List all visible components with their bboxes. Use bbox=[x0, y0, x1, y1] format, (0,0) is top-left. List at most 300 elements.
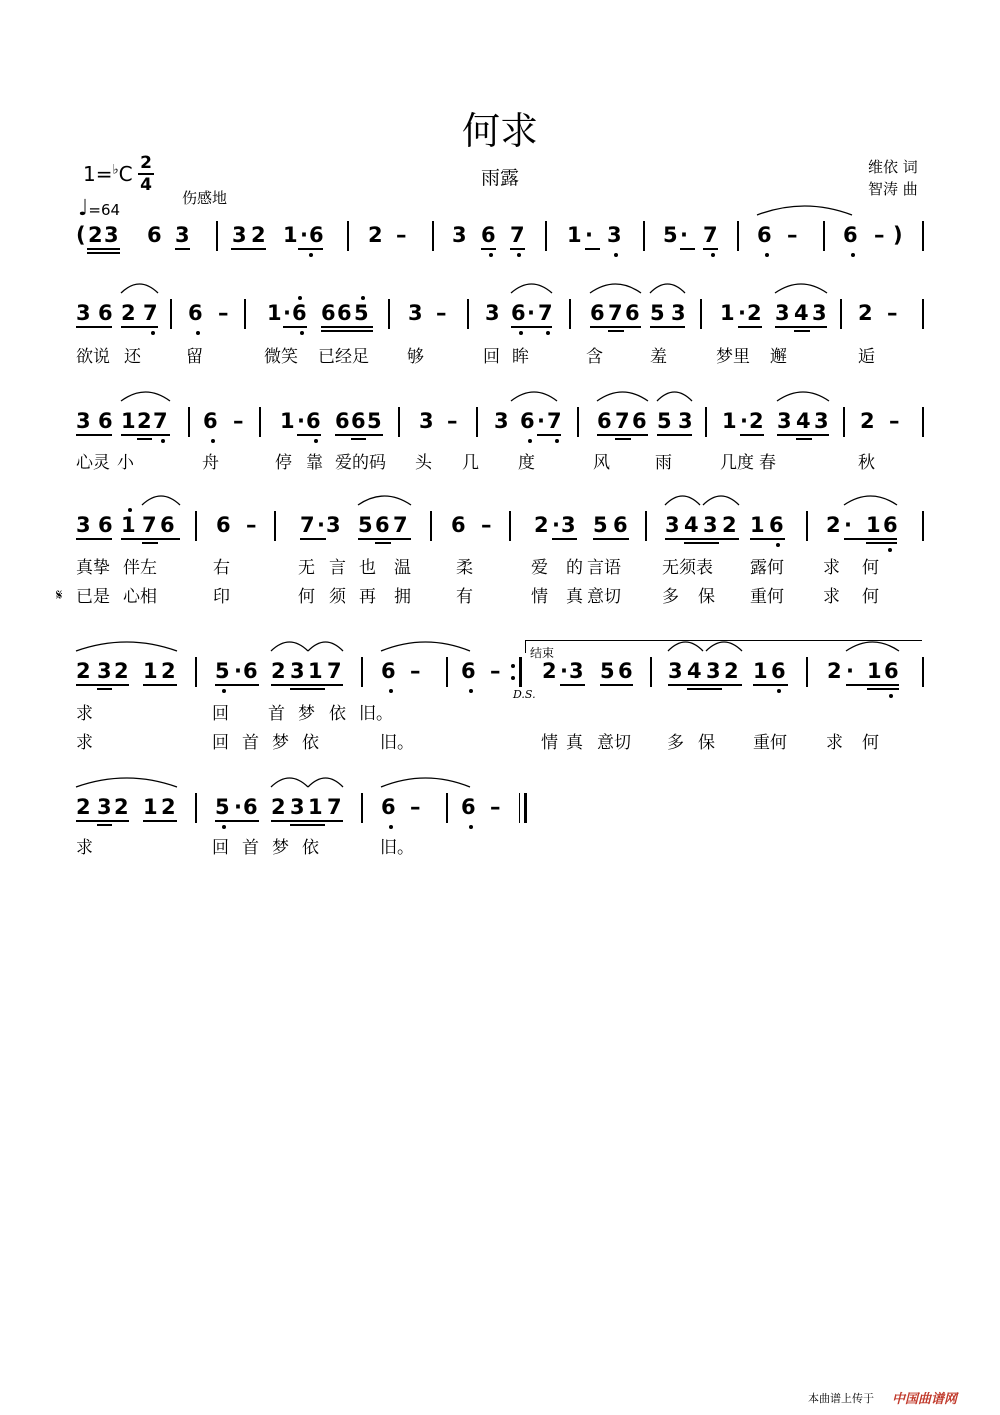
note: 6 bbox=[590, 301, 605, 325]
repeat-dot bbox=[511, 676, 515, 680]
barline bbox=[645, 511, 647, 541]
low-octave-dot bbox=[222, 825, 226, 829]
slur bbox=[76, 775, 177, 789]
flat-sign: ♭ bbox=[112, 162, 119, 178]
lyric-verse-1: 的 bbox=[566, 558, 583, 578]
note: 3 bbox=[703, 513, 718, 537]
lyric-verse-2: 已是 bbox=[76, 587, 110, 607]
barline bbox=[361, 657, 363, 687]
lyric-verse-2: 求 bbox=[76, 733, 93, 753]
lyric-verse-1: 柔 bbox=[456, 558, 473, 578]
low-octave-dot bbox=[517, 253, 521, 257]
note: 3 bbox=[494, 409, 509, 433]
beam-underline bbox=[777, 434, 829, 436]
beam-underline bbox=[76, 434, 112, 436]
note: 3 bbox=[671, 301, 686, 325]
slur bbox=[657, 389, 692, 403]
note: 2 bbox=[368, 223, 383, 247]
beam-underline bbox=[740, 434, 764, 436]
note: 2 bbox=[542, 659, 557, 683]
barline bbox=[806, 511, 808, 541]
beam-underline bbox=[552, 538, 577, 540]
note: 1 bbox=[280, 409, 295, 433]
lyric-verse-2: 何 bbox=[862, 733, 879, 753]
repeat-dot bbox=[511, 664, 515, 668]
note: – bbox=[410, 659, 421, 683]
lyric-verse-1: 回 bbox=[212, 838, 229, 858]
barline bbox=[467, 299, 469, 329]
lyric-verse-1: 首 bbox=[268, 704, 285, 724]
note: 7 bbox=[153, 409, 168, 433]
note: 5 bbox=[663, 223, 678, 247]
note: 6 bbox=[188, 301, 203, 325]
note: · bbox=[234, 659, 242, 683]
slur bbox=[844, 493, 897, 507]
beam-underline bbox=[283, 326, 307, 328]
high-octave-dot bbox=[361, 296, 365, 300]
note: 1 bbox=[143, 795, 158, 819]
barline bbox=[823, 221, 825, 251]
note: 5 bbox=[354, 301, 369, 325]
note: · bbox=[527, 301, 535, 325]
lyric-verse-1: 右 bbox=[213, 558, 230, 578]
note: 6 bbox=[147, 223, 162, 247]
note: – bbox=[481, 513, 492, 537]
lyric-verse-1: 首 bbox=[242, 838, 259, 858]
note: 7 bbox=[510, 223, 525, 247]
barline bbox=[446, 793, 448, 823]
note: 6 bbox=[306, 409, 321, 433]
lyric-verse-2: 依 bbox=[302, 733, 319, 753]
lyric-verse-2: 重何 bbox=[753, 733, 787, 753]
barline bbox=[170, 299, 172, 329]
lyric-verse-2: 求 bbox=[823, 587, 840, 607]
note: 3 bbox=[104, 223, 119, 247]
note: 2 bbox=[76, 795, 91, 819]
note: 6 bbox=[451, 513, 466, 537]
note: 1 bbox=[121, 513, 136, 537]
slur bbox=[121, 281, 158, 295]
beam-underline bbox=[121, 326, 158, 328]
low-octave-dot bbox=[889, 694, 893, 698]
note: 3 bbox=[76, 409, 91, 433]
note: 7 bbox=[393, 513, 408, 537]
lyric-verse-2: 首 bbox=[242, 733, 259, 753]
note: 3 bbox=[814, 409, 829, 433]
beam-underline bbox=[290, 688, 325, 690]
site-logo: 中国曲谱网 bbox=[892, 1392, 958, 1407]
beam-underline bbox=[76, 326, 112, 328]
barline bbox=[922, 511, 924, 541]
note: 3 bbox=[775, 301, 790, 325]
lyric-verse-1: 邂 bbox=[770, 347, 787, 367]
low-octave-dot bbox=[489, 253, 493, 257]
note: 2 bbox=[76, 659, 91, 683]
beam-underline bbox=[121, 538, 180, 540]
beam-underline bbox=[351, 438, 366, 440]
slur bbox=[590, 281, 641, 295]
barline bbox=[569, 299, 571, 329]
lyric-verse-1: 小 bbox=[117, 453, 134, 473]
lyric-verse-2: 情 bbox=[531, 587, 548, 607]
note: 1 bbox=[283, 223, 298, 247]
note: 7 bbox=[142, 513, 157, 537]
lyric-verse-1: 头 bbox=[415, 453, 432, 473]
note: 2 bbox=[271, 795, 286, 819]
lyric-verse-2: 拥 bbox=[394, 587, 411, 607]
beam-underline bbox=[846, 684, 899, 686]
note: – bbox=[889, 409, 900, 433]
barline bbox=[446, 657, 448, 687]
beam-underline bbox=[76, 684, 129, 686]
note: 3 bbox=[419, 409, 434, 433]
lyric-verse-1: 度 bbox=[518, 453, 535, 473]
note: 6 bbox=[375, 513, 390, 537]
lyric-verse-1: 几 bbox=[462, 453, 479, 473]
beam-underline bbox=[796, 438, 812, 440]
note: 6 bbox=[160, 513, 175, 537]
note: 6 bbox=[98, 301, 113, 325]
note: 2 bbox=[749, 409, 764, 433]
note: 2 bbox=[826, 513, 841, 537]
slur bbox=[665, 493, 700, 507]
beam-underline bbox=[775, 326, 827, 328]
lyric-verse-2: 求 bbox=[826, 733, 843, 753]
lyric-verse-1: 露何 bbox=[750, 558, 784, 578]
slur bbox=[381, 775, 470, 789]
note: 1 bbox=[750, 513, 765, 537]
beam-underline bbox=[375, 542, 391, 544]
note: 1 bbox=[867, 659, 882, 683]
note: – bbox=[218, 301, 229, 325]
beam-underline bbox=[650, 326, 685, 328]
low-octave-dot bbox=[161, 439, 165, 443]
note: 6 bbox=[597, 409, 612, 433]
low-octave-dot bbox=[528, 439, 532, 443]
low-octave-dot bbox=[469, 825, 473, 829]
note: 3 bbox=[706, 659, 721, 683]
slur bbox=[511, 281, 552, 295]
beam-underline bbox=[142, 542, 158, 544]
beam-underline bbox=[321, 330, 373, 332]
slur bbox=[777, 389, 829, 403]
barline bbox=[347, 221, 349, 251]
note: 4 bbox=[794, 301, 809, 325]
note: – bbox=[436, 301, 447, 325]
note: 6 bbox=[243, 795, 258, 819]
beam-underline bbox=[703, 248, 718, 250]
note: 6 bbox=[98, 409, 113, 433]
lyric-verse-2: 旧。 bbox=[380, 733, 414, 753]
beam-underline bbox=[231, 248, 266, 250]
slur bbox=[308, 775, 343, 789]
slur bbox=[142, 493, 180, 507]
slur bbox=[650, 281, 685, 295]
lyric-verse-2: 梦 bbox=[272, 733, 289, 753]
lyric-verse-1: 爱 bbox=[531, 558, 548, 578]
slur bbox=[308, 639, 343, 653]
lyric-verse-1: 雨 bbox=[655, 453, 672, 473]
note: 6 bbox=[843, 223, 858, 247]
lyric-verse-1: 舟 bbox=[202, 453, 219, 473]
slur bbox=[703, 493, 739, 507]
note: 2 bbox=[88, 223, 103, 247]
slur bbox=[775, 281, 827, 295]
lyric-verse-1: 无须表 bbox=[662, 558, 713, 578]
barline bbox=[216, 221, 218, 251]
lyric-verse-1: 梦 bbox=[272, 838, 289, 858]
beam-underline bbox=[866, 542, 897, 544]
note: 2 bbox=[161, 659, 176, 683]
quarter-note-icon: ♩ bbox=[78, 196, 89, 221]
note: 6 bbox=[511, 301, 526, 325]
barline bbox=[922, 221, 924, 251]
low-octave-dot bbox=[776, 543, 780, 547]
slur bbox=[358, 493, 411, 507]
barline bbox=[259, 407, 261, 437]
beam-underline bbox=[657, 434, 692, 436]
note: 6 bbox=[309, 223, 324, 247]
lyric-verse-1: 春 bbox=[759, 453, 776, 473]
note: 3 bbox=[290, 795, 305, 819]
beam-underline bbox=[600, 684, 633, 686]
note: 3 bbox=[561, 513, 576, 537]
note: – bbox=[246, 513, 257, 537]
lyric-verse-2: 真 bbox=[566, 733, 583, 753]
note: 3 bbox=[326, 513, 341, 537]
lyric-verse-2: 多 bbox=[662, 587, 679, 607]
low-octave-dot bbox=[314, 439, 318, 443]
note: 1 bbox=[866, 513, 881, 537]
ds-mark: D.S. bbox=[513, 688, 536, 701]
final-barline bbox=[524, 793, 527, 823]
time-top: 2 bbox=[140, 153, 152, 173]
lyric-verse-1: 含 bbox=[586, 347, 603, 367]
note: · bbox=[317, 513, 325, 537]
beam-underline bbox=[175, 248, 190, 250]
note: 7 bbox=[547, 409, 562, 433]
note: 6 bbox=[461, 659, 476, 683]
note: 3 bbox=[678, 409, 693, 433]
slur bbox=[271, 639, 308, 653]
beam-underline bbox=[76, 538, 112, 540]
note: · bbox=[680, 223, 688, 247]
barline bbox=[922, 657, 924, 687]
lyric-verse-2: 重何 bbox=[750, 587, 784, 607]
lyric-verse-2: 何 bbox=[298, 587, 315, 607]
note: 7 bbox=[143, 301, 158, 325]
note: ) bbox=[893, 223, 903, 247]
note: 3 bbox=[485, 301, 500, 325]
note: 6 bbox=[769, 513, 784, 537]
key-note: C bbox=[118, 162, 133, 186]
lyric-verse-1: 逅 bbox=[858, 347, 875, 367]
barline bbox=[361, 793, 363, 823]
lyric-verse-1: 温 bbox=[394, 558, 411, 578]
note: – bbox=[874, 223, 885, 247]
page-title: 何求 bbox=[461, 109, 538, 153]
note: · bbox=[560, 659, 568, 683]
barline bbox=[195, 793, 197, 823]
lyric-verse-2: 回 bbox=[212, 733, 229, 753]
note: 5 bbox=[358, 513, 373, 537]
note: 5 bbox=[215, 795, 230, 819]
lyric-verse-1: 旧。 bbox=[359, 704, 393, 724]
beam-underline bbox=[137, 438, 152, 440]
lyric-verse-1: 还 bbox=[124, 347, 141, 367]
note: 6 bbox=[351, 409, 366, 433]
note: 2 bbox=[722, 513, 737, 537]
lyric-verse-1: 无 bbox=[298, 558, 315, 578]
lyric-verse-2: 何 bbox=[862, 587, 879, 607]
note: 1 bbox=[308, 659, 323, 683]
lyric-verse-1: 旧。 bbox=[380, 838, 414, 858]
time-bottom: 4 bbox=[140, 175, 152, 195]
note: 6 bbox=[321, 301, 336, 325]
note: 2 bbox=[860, 409, 875, 433]
ending-bracket bbox=[525, 640, 922, 653]
note: · bbox=[844, 513, 852, 537]
note: – bbox=[490, 795, 501, 819]
lyric-verse-2: 保 bbox=[698, 587, 715, 607]
note: 2 bbox=[121, 301, 136, 325]
lyric-verse-1: 留 bbox=[186, 347, 203, 367]
beam-underline bbox=[300, 538, 326, 540]
beam-underline bbox=[97, 688, 112, 690]
lyric-verse-2: 再 bbox=[359, 587, 376, 607]
note: 2 bbox=[137, 409, 152, 433]
beam-underline bbox=[585, 248, 600, 250]
lyric-verse-1: 求 bbox=[76, 704, 93, 724]
barline bbox=[398, 407, 400, 437]
low-octave-dot bbox=[211, 439, 215, 443]
note: · bbox=[846, 659, 854, 683]
beam-underline bbox=[867, 688, 899, 690]
note: 3 bbox=[97, 795, 112, 819]
note: 7 bbox=[615, 409, 630, 433]
note: 6 bbox=[884, 659, 899, 683]
lyric-verse-2: 保 bbox=[698, 733, 715, 753]
note: 3 bbox=[812, 301, 827, 325]
low-octave-dot bbox=[555, 439, 559, 443]
slur bbox=[76, 639, 177, 653]
slur bbox=[597, 389, 648, 403]
note: 3 bbox=[97, 659, 112, 683]
beam-underline bbox=[215, 820, 259, 822]
lyric-verse-2: 有 bbox=[456, 587, 473, 607]
barline bbox=[432, 221, 434, 251]
beam-underline bbox=[687, 688, 722, 690]
note: 5 bbox=[215, 659, 230, 683]
note: 1 bbox=[567, 223, 582, 247]
barline bbox=[430, 511, 432, 541]
barline bbox=[705, 407, 707, 437]
expression-mark: 伤感地 bbox=[182, 189, 228, 207]
note: 4 bbox=[687, 659, 702, 683]
lyric-verse-1: 眸 bbox=[512, 347, 529, 367]
note: · bbox=[234, 795, 242, 819]
beam-underline bbox=[844, 538, 897, 540]
note: 2 bbox=[114, 659, 129, 683]
lyric-verse-2: 意切 bbox=[597, 733, 631, 753]
note: 6 bbox=[613, 513, 628, 537]
lyric-verse-1: 伴左 bbox=[123, 558, 157, 578]
note: 1 bbox=[121, 409, 136, 433]
beam-underline bbox=[358, 538, 411, 540]
note: 3 bbox=[668, 659, 683, 683]
beam-underline bbox=[560, 684, 585, 686]
note: 6 bbox=[883, 513, 898, 537]
key-signature bbox=[83, 162, 133, 186]
beam-underline bbox=[597, 434, 648, 436]
beam-underline bbox=[290, 824, 325, 826]
beam-underline bbox=[753, 684, 788, 686]
note: 3 bbox=[232, 223, 247, 247]
note: – bbox=[396, 223, 407, 247]
note: · bbox=[297, 409, 305, 433]
low-octave-dot bbox=[196, 331, 200, 335]
beam-underline bbox=[608, 330, 624, 332]
note: 7 bbox=[538, 301, 553, 325]
low-octave-dot bbox=[765, 253, 769, 257]
low-octave-dot bbox=[151, 331, 155, 335]
note: 2 bbox=[858, 301, 873, 325]
note: 6 bbox=[757, 223, 772, 247]
lyric-verse-1: 羞 bbox=[650, 347, 667, 367]
barline bbox=[577, 407, 579, 437]
lyric-verse-1: 求 bbox=[823, 558, 840, 578]
slur bbox=[381, 639, 470, 653]
note: · bbox=[300, 223, 308, 247]
beam-underline bbox=[297, 434, 321, 436]
note: 6 bbox=[243, 659, 258, 683]
lyric-verse-1: 言语 bbox=[587, 558, 621, 578]
high-octave-dot bbox=[298, 296, 302, 300]
tempo-value: =64 bbox=[88, 201, 121, 219]
repeat-barline bbox=[519, 657, 522, 687]
lyric-verse-2: 真 bbox=[566, 587, 583, 607]
lyric-verse-1: 求 bbox=[76, 838, 93, 858]
note: 5 bbox=[650, 301, 665, 325]
note: – bbox=[447, 409, 458, 433]
beam-underline bbox=[593, 538, 629, 540]
lyric-verse-2: 心相 bbox=[123, 587, 157, 607]
note: 3 bbox=[569, 659, 584, 683]
note: 7 bbox=[327, 659, 342, 683]
lyric-verse-1: 微笑 bbox=[264, 347, 298, 367]
note: – bbox=[410, 795, 421, 819]
note: · bbox=[738, 301, 746, 325]
note: 6 bbox=[335, 409, 350, 433]
barline bbox=[737, 221, 739, 251]
barline bbox=[195, 511, 197, 541]
beam-underline bbox=[511, 326, 552, 328]
note: 3 bbox=[175, 223, 190, 247]
note: 3 bbox=[665, 513, 680, 537]
lyric-verse-1: 靠 bbox=[306, 453, 323, 473]
low-octave-dot bbox=[519, 331, 523, 335]
lyric-verse-1: 几度 bbox=[720, 453, 754, 473]
low-octave-dot bbox=[614, 253, 618, 257]
beam-underline bbox=[143, 684, 177, 686]
beam-underline bbox=[668, 684, 742, 686]
note: 2 bbox=[161, 795, 176, 819]
lyric-verse-1: 也 bbox=[359, 558, 376, 578]
low-octave-dot bbox=[300, 331, 304, 335]
beam-underline bbox=[143, 820, 177, 822]
lyric-verse-1: 何 bbox=[862, 558, 879, 578]
lyric-verse-1: 回 bbox=[212, 704, 229, 724]
